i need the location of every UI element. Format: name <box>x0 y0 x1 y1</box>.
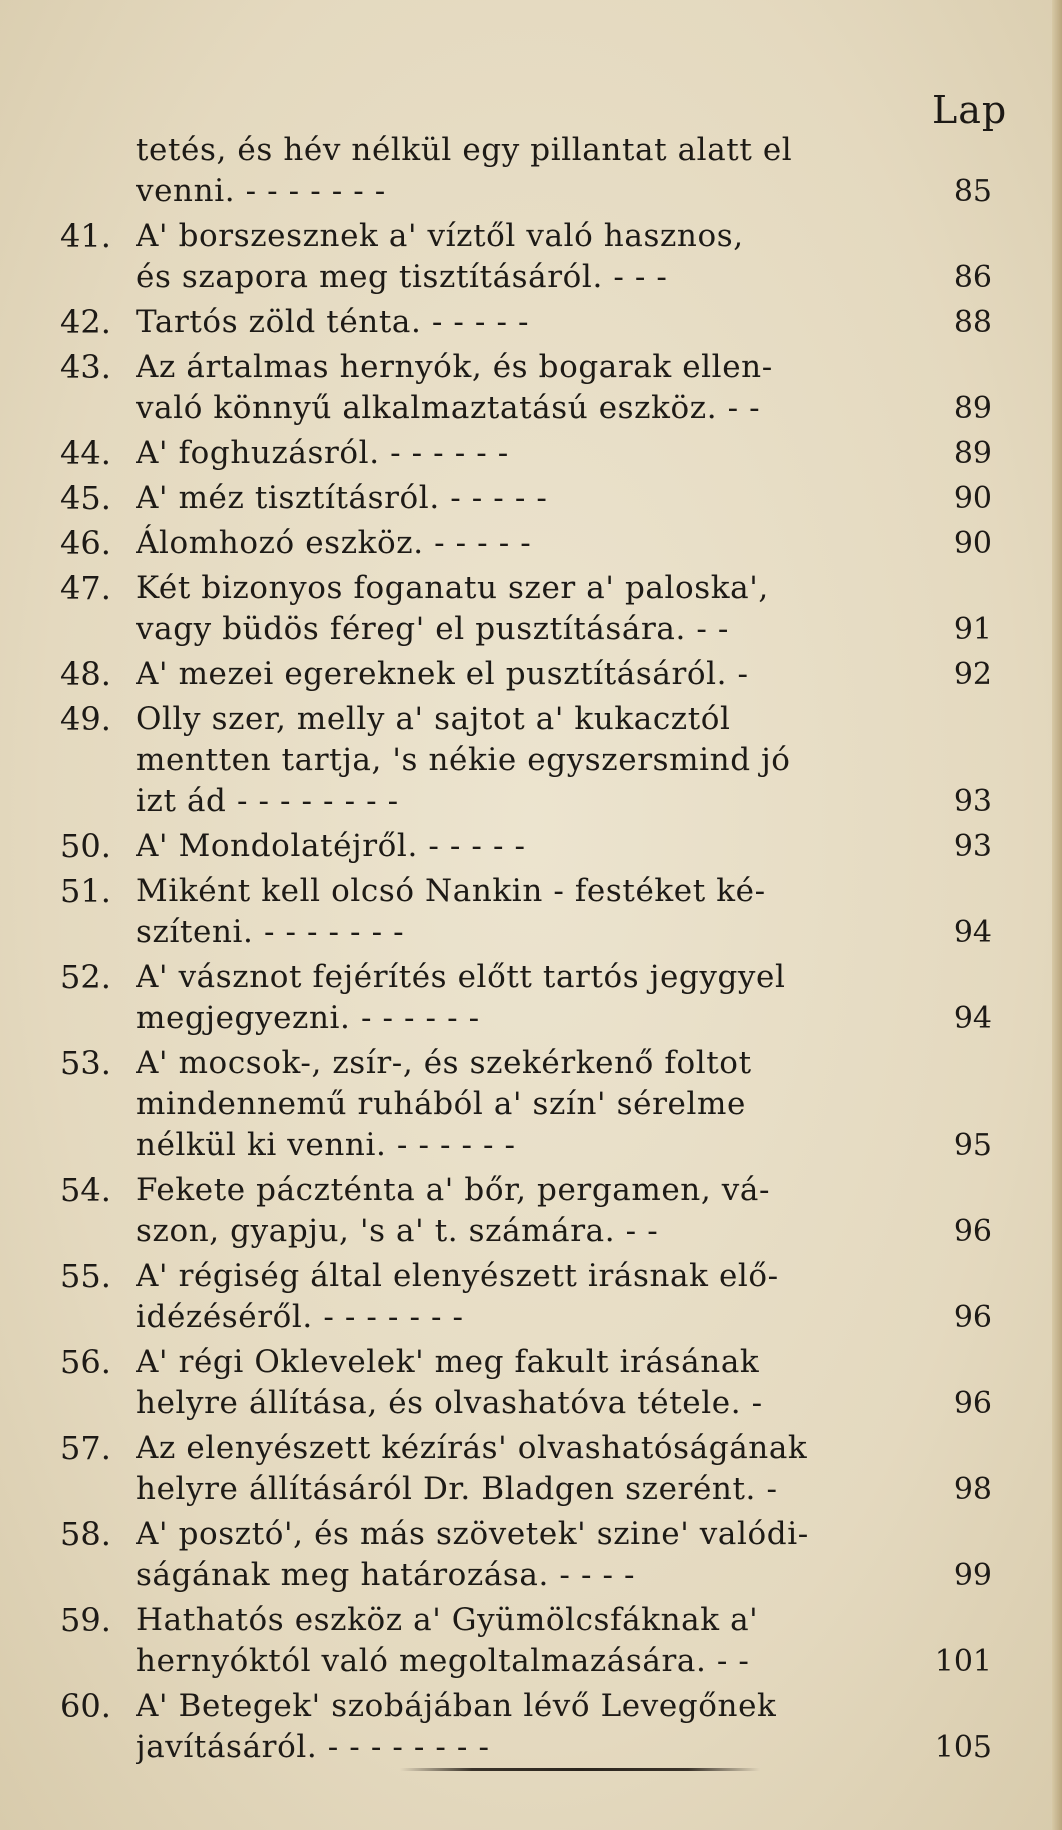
entry-title-line: A' régiség által elenyészett irásnak elő- <box>136 1258 779 1294</box>
entry-number: 41. <box>60 217 111 255</box>
entry-title-line: A' foghuzásról. - - - - - - <box>136 435 509 471</box>
toc-entry <box>60 1428 1010 1510</box>
entry-page-number: 95 <box>953 1128 992 1163</box>
entry-number: 50. <box>60 827 111 865</box>
entry-title-line: A' Mondolatéjről. - - - - - <box>136 828 526 864</box>
entry-title <box>136 654 926 695</box>
entry-page-number: 89 <box>953 391 992 426</box>
decorative-rule <box>400 1768 760 1771</box>
entry-page-number: 93 <box>953 784 992 819</box>
entry-number: 42. <box>60 303 111 341</box>
entry-title-line: A' mocsok-, zsír-, és szekérkenő foltot <box>136 1045 752 1081</box>
entry-title-line: és szapora meg tisztításáról. - - - <box>136 259 668 295</box>
entry-title-line: való könnyű alkalmaztatású eszköz. - - <box>136 390 761 426</box>
entry-number: 45. <box>60 479 111 517</box>
entry-title <box>136 433 926 474</box>
entry-title-line: javításáról. - - - - - - - - <box>136 1729 490 1765</box>
entry-page-number: 86 <box>953 260 992 295</box>
entry-page-number: 94 <box>953 915 992 950</box>
entry-title-line: szíteni. - - - - - - - <box>136 914 405 950</box>
entry-title-line: vagy büdös féreg' el pusztítására. - - <box>136 611 729 647</box>
entry-title-line: Tartós zöld ténta. - - - - - <box>136 304 530 340</box>
entry-number: 46. <box>60 524 111 562</box>
entry-title <box>136 1428 926 1510</box>
toc-entry <box>60 1514 1010 1596</box>
toc-entry <box>60 871 1010 953</box>
entry-title-line: nélkül ki venni. - - - - - - <box>136 1127 516 1163</box>
entry-title <box>136 1686 926 1768</box>
toc-entry <box>60 347 1010 429</box>
page-edge <box>1052 0 1062 1830</box>
entry-number: 55. <box>60 1257 111 1295</box>
entry-title <box>136 478 926 519</box>
toc-entry <box>60 1043 1010 1166</box>
entry-page-number: 99 <box>953 1558 992 1593</box>
entry-title-line: Hathatós eszköz a' Gyümölcsfáknak a' <box>136 1602 759 1638</box>
entry-number: 53. <box>60 1044 111 1082</box>
entry-title-line: A' mezei egereknek el pusztításáról. - <box>136 656 749 692</box>
entry-page-number: 89 <box>953 436 992 471</box>
table-of-contents <box>60 130 1010 1772</box>
entry-number: 43. <box>60 348 111 386</box>
toc-entry <box>60 130 1010 212</box>
toc-entry <box>60 568 1010 650</box>
entry-page-number: 90 <box>953 526 992 561</box>
entry-title-line: Fekete páczténta a' bőr, pergamen, vá- <box>136 1172 771 1208</box>
entry-title <box>136 347 926 429</box>
entry-title-line: A' posztó', és más szövetek' szine' valódi- <box>136 1516 809 1552</box>
entry-title-line: idézéséről. - - - - - - - <box>136 1299 464 1335</box>
entry-title <box>136 302 926 343</box>
toc-entry <box>60 1256 1010 1338</box>
entry-number: 51. <box>60 872 111 910</box>
toc-entry <box>60 699 1010 822</box>
entry-title-line: A' Betegek' szobájában lévő Levegőnek <box>136 1688 777 1724</box>
entry-title-line: megjegyezni. - - - - - - <box>136 1000 480 1036</box>
entry-title <box>136 523 926 564</box>
entry-title <box>136 1514 926 1596</box>
entry-number: 59. <box>60 1601 111 1639</box>
toc-entry <box>60 957 1010 1039</box>
entry-title <box>136 216 926 298</box>
entry-title-line: Miként kell olcsó Nankin - festéket ké- <box>136 873 766 909</box>
entry-page-number: 96 <box>953 1214 992 1249</box>
entry-number: 54. <box>60 1171 111 1209</box>
toc-entry <box>60 302 1010 343</box>
toc-entry <box>60 1686 1010 1768</box>
entry-title-line: mentten tartja, 's nékie egyszersmind jó <box>136 742 791 778</box>
entry-title <box>136 826 926 867</box>
entry-page-number: 91 <box>953 612 992 647</box>
entry-title-line: Az ártalmas hernyók, és bogarak ellen- <box>136 349 773 385</box>
entry-title-line: venni. - - - - - - - <box>136 173 386 209</box>
entry-page-number: 96 <box>953 1386 992 1421</box>
entry-title <box>136 699 926 822</box>
entry-title <box>136 130 926 212</box>
toc-entry <box>60 1170 1010 1252</box>
entry-title <box>136 568 926 650</box>
toc-entry <box>60 1600 1010 1682</box>
entry-number: 52. <box>60 958 111 996</box>
entry-title <box>136 1043 926 1166</box>
entry-title-line: A' borszesznek a' víztől való hasznos, <box>136 218 744 254</box>
entry-number: 58. <box>60 1515 111 1553</box>
entry-number: 44. <box>60 434 111 472</box>
entry-page-number: 90 <box>953 481 992 516</box>
entry-title <box>136 1256 926 1338</box>
entry-page-number: 92 <box>953 657 992 692</box>
entry-title-line: Két bizonyos foganatu szer a' paloska', <box>136 570 769 606</box>
toc-entry <box>60 826 1010 867</box>
entry-number: 48. <box>60 655 111 693</box>
page-column-header: Lap <box>932 88 1008 132</box>
entry-page-number: 96 <box>953 1300 992 1335</box>
entry-number <box>60 130 136 212</box>
entry-title <box>136 871 926 953</box>
entry-number: 47. <box>60 569 111 607</box>
entry-title-line: A' méz tisztításról. - - - - - <box>136 480 548 516</box>
toc-entry <box>60 654 1010 695</box>
entry-title-line: mindennemű ruhából a' szín' sérelme <box>136 1086 746 1122</box>
entry-title <box>136 1170 926 1252</box>
entry-title-line: szon, gyapju, 's a' t. számára. - - <box>136 1213 659 1249</box>
entry-title-line: Olly szer, melly a' sajtot a' kukacztól <box>136 701 731 737</box>
entry-number: 56. <box>60 1343 111 1381</box>
entry-number: 57. <box>60 1429 111 1467</box>
toc-entry <box>60 216 1010 298</box>
entry-title-line: A' régi Oklevelek' meg fakult irásának <box>136 1344 760 1380</box>
entry-title <box>136 1342 926 1424</box>
entry-page-number: 85 <box>953 174 992 209</box>
toc-entry <box>60 523 1010 564</box>
entry-title-line: hernyóktól való megoltalmazására. - - <box>136 1643 750 1679</box>
toc-entry <box>60 478 1010 519</box>
entry-number: 60. <box>60 1687 111 1725</box>
entry-page-number: 101 <box>934 1644 992 1679</box>
entry-title-line: izt ád - - - - - - - - <box>136 783 399 819</box>
entry-title-line: Álomhozó eszköz. - - - - - <box>136 525 532 561</box>
entry-title-line: A' vásznot fejérítés előtt tartós jegygyel <box>136 959 786 995</box>
entry-page-number: 88 <box>953 305 992 340</box>
toc-entry <box>60 1342 1010 1424</box>
entry-title <box>136 957 926 1039</box>
entry-title <box>136 1600 926 1682</box>
entry-page-number: 98 <box>953 1472 992 1507</box>
entry-page-number: 105 <box>934 1730 992 1765</box>
entry-title-line: tetés, és hév nélkül egy pillantat alatt el <box>136 132 793 168</box>
entry-title-line: helyre állítása, és olvashatóva tétele. - <box>136 1385 763 1421</box>
entry-title-line: ságának meg határozása. - - - - <box>136 1557 636 1593</box>
entry-title-line: helyre állításáról Dr. Bladgen szerént. - <box>136 1471 778 1507</box>
toc-entry <box>60 433 1010 474</box>
entry-page-number: 93 <box>953 829 992 864</box>
entry-title-line: Az elenyészett kézírás' olvashatóságának <box>136 1430 808 1466</box>
entry-page-number: 94 <box>953 1001 992 1036</box>
entry-number: 49. <box>60 700 111 738</box>
